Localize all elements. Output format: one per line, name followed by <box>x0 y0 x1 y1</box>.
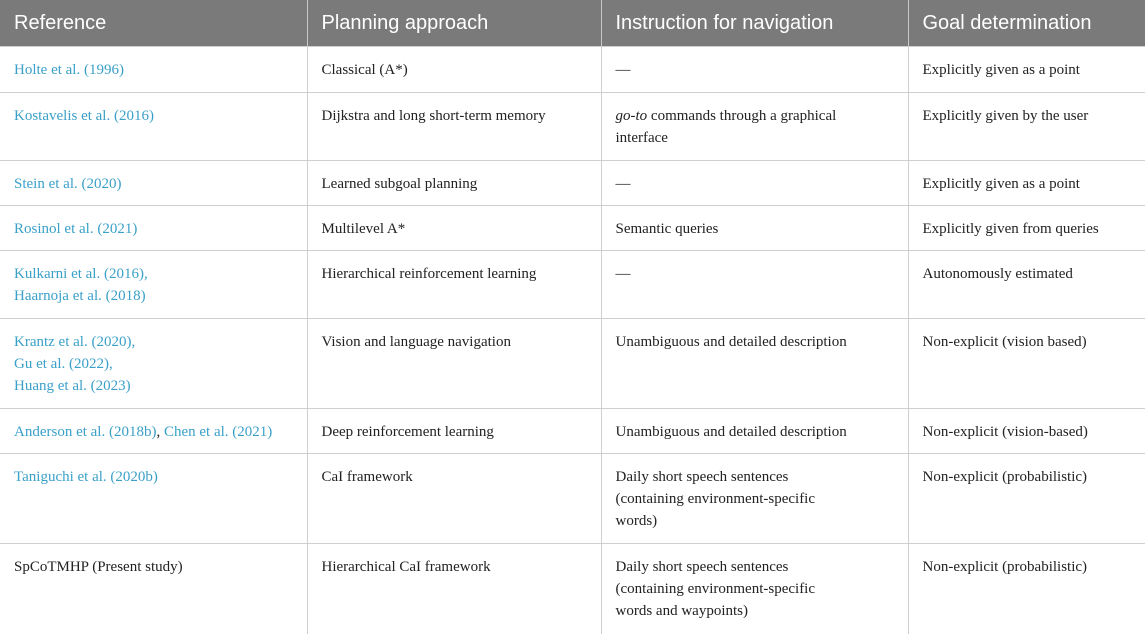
reference-separator: , <box>156 424 164 440</box>
cell-instruction <box>601 454 908 544</box>
table-row <box>0 47 1145 93</box>
cell-planning: Multilevel A* <box>307 206 601 251</box>
cell-planning: Learned subgoal planning <box>307 161 601 206</box>
cell-planning: CaI framework <box>307 454 601 544</box>
reference-link[interactable]: Anderson et al. (2018b) <box>14 424 157 440</box>
reference-link[interactable]: Kostavelis et al. (2016) <box>14 108 154 124</box>
table-header <box>0 0 1145 47</box>
instruction-text: Daily short speech sentences <box>615 469 789 485</box>
cell-reference <box>0 544 307 634</box>
reference-link[interactable]: Stein et al. (2020) <box>14 176 122 192</box>
header-goal-determination: Goal determination <box>908 0 1145 47</box>
cell-reference <box>0 251 307 319</box>
table-row <box>0 319 1145 409</box>
instruction-text: interface <box>615 130 668 146</box>
reference-link[interactable]: Kulkarni et al. (2016), <box>14 266 148 282</box>
cell-instruction: Semantic queries <box>601 206 908 251</box>
cell-goal: Non-explicit (probabilistic) <box>908 544 1145 634</box>
cell-goal: Explicitly given from queries <box>908 206 1145 251</box>
cell-planning: Vision and language navigation <box>307 319 601 409</box>
reference-link[interactable]: Rosinol et al. (2021) <box>14 221 138 237</box>
cell-instruction: — <box>601 251 908 319</box>
cell-goal: Explicitly given as a point <box>908 47 1145 93</box>
cell-planning: Hierarchical CaI framework <box>307 544 601 634</box>
reference-link[interactable]: Krantz et al. (2020), <box>14 334 136 350</box>
table-row <box>0 206 1145 251</box>
instruction-text: (containing environment-specific <box>615 491 816 507</box>
header-reference: Reference <box>0 0 307 47</box>
cell-instruction: — <box>601 161 908 206</box>
cell-goal: Explicitly given as a point <box>908 161 1145 206</box>
table-body <box>0 47 1145 634</box>
instruction-text: commands through a graphical <box>647 108 837 124</box>
table-row <box>0 93 1145 161</box>
cell-instruction: Unambiguous and detailed description <box>601 319 908 409</box>
reference-link[interactable]: Huang et al. (2023) <box>14 378 131 394</box>
cell-planning: Deep reinforcement learning <box>307 409 601 454</box>
cell-reference <box>0 206 307 251</box>
cell-reference <box>0 47 307 93</box>
table-row <box>0 544 1145 634</box>
instruction-text: words) <box>615 513 658 529</box>
instruction-text: words and waypoints) <box>615 603 748 619</box>
cell-goal: Non-explicit (vision-based) <box>908 409 1145 454</box>
cell-planning: Dijkstra and long short-term memory <box>307 93 601 161</box>
cell-goal: Explicitly given by the user <box>908 93 1145 161</box>
reference-link[interactable]: Gu et al. (2022), <box>14 356 113 372</box>
instruction-text: Daily short speech sentences <box>615 559 789 575</box>
cell-goal: Non-explicit (vision based) <box>908 319 1145 409</box>
cell-goal: Non-explicit (probabilistic) <box>908 454 1145 544</box>
reference-link[interactable]: Taniguchi et al. (2020b) <box>14 469 158 485</box>
cell-reference <box>0 319 307 409</box>
header-row <box>0 0 1145 47</box>
table-row <box>0 454 1145 544</box>
table-row <box>0 161 1145 206</box>
header-planning-approach: Planning approach <box>307 0 601 47</box>
cell-instruction <box>601 93 908 161</box>
cell-planning: Classical (A*) <box>307 47 601 93</box>
instruction-emphasis: go-to <box>615 108 648 124</box>
cell-instruction <box>601 544 908 634</box>
reference-link[interactable]: Chen et al. (2021) <box>163 424 273 440</box>
cell-goal: Autonomously estimated <box>908 251 1145 319</box>
header-instruction: Instruction for navigation <box>601 0 908 47</box>
reference-text: SpCoTMHP (Present study) <box>14 559 183 575</box>
cell-instruction: Unambiguous and detailed description <box>601 409 908 454</box>
table-row <box>0 409 1145 454</box>
cell-reference <box>0 93 307 161</box>
cell-reference <box>0 161 307 206</box>
table-row <box>0 251 1145 319</box>
instruction-text: (containing environment-specific <box>615 581 816 597</box>
cell-reference <box>0 454 307 544</box>
reference-link[interactable]: Holte et al. (1996) <box>14 62 124 78</box>
cell-planning: Hierarchical reinforcement learning <box>307 251 601 319</box>
cell-reference <box>0 409 307 454</box>
cell-instruction: — <box>601 47 908 93</box>
reference-link[interactable]: Haarnoja et al. (2018) <box>14 288 146 304</box>
